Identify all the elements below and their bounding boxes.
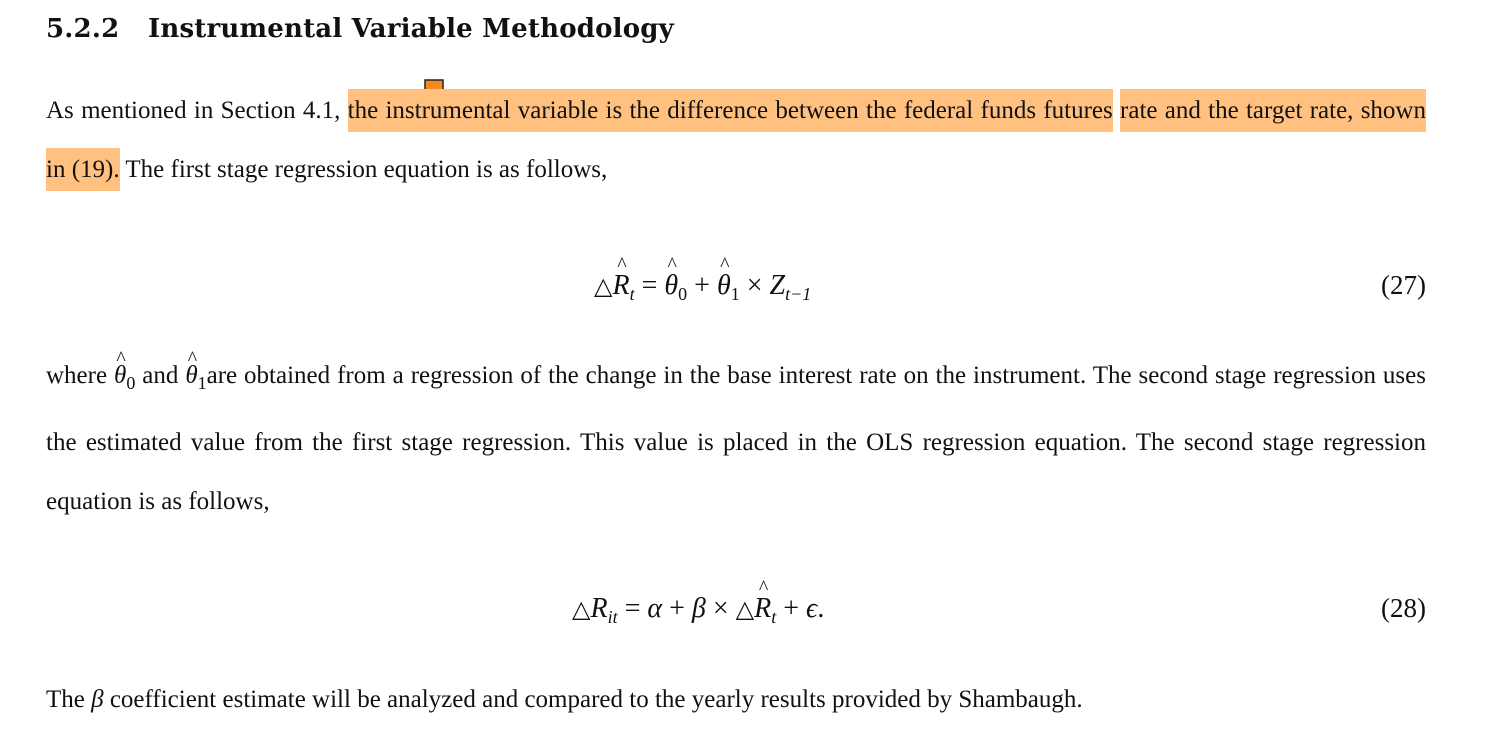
paragraph-intro-prefix: As mentioned in Section 4.1,: [46, 97, 348, 124]
equation-27: [0, 270, 1500, 310]
section-title: Instrumental Variable Methodology: [148, 14, 674, 44]
equation-28-body: $\triangle R_{it} = \alpha + \beta$ × △^ $R_t + \epsilon$.: [572, 593, 824, 628]
section-number: 5.2.2: [46, 14, 120, 44]
equation-27-body: △^ $R_t$ = ^ $\theta_0$ + ^ $\theta_1 \times Z_{t-1}$: [594, 270, 811, 305]
equation-27-number: (27): [1381, 270, 1426, 300]
paragraph-intro: [46, 81, 1426, 199]
highlighted-text-line2[interactable]: rate and the target rate, shown in (19).: [46, 89, 1426, 191]
equation-28: [0, 593, 1500, 633]
equation-28-number: (28): [1381, 593, 1426, 623]
highlighted-text-line1[interactable]: the instrumental variable is the difference between the federal funds futures: [348, 89, 1113, 132]
paragraph-intro-suffix: The first stage regression equation is as follows,: [119, 156, 608, 183]
paragraph-conclusion: The β coefficient estimate will be analyzed and compared to the yearly results provided by Shambaugh.: [46, 686, 1083, 713]
section-heading: [46, 14, 674, 44]
paragraph-first-stage: where ^ $\theta_0$ and ^ $\theta_1are$ obtained from a regression of the change in the base interest rate on the instrument. The second stage regression uses the estimated value from the first stage regression. This value is placed in the OLS regression equation. The second stage regression equation is as follows,: [46, 346, 1426, 531]
